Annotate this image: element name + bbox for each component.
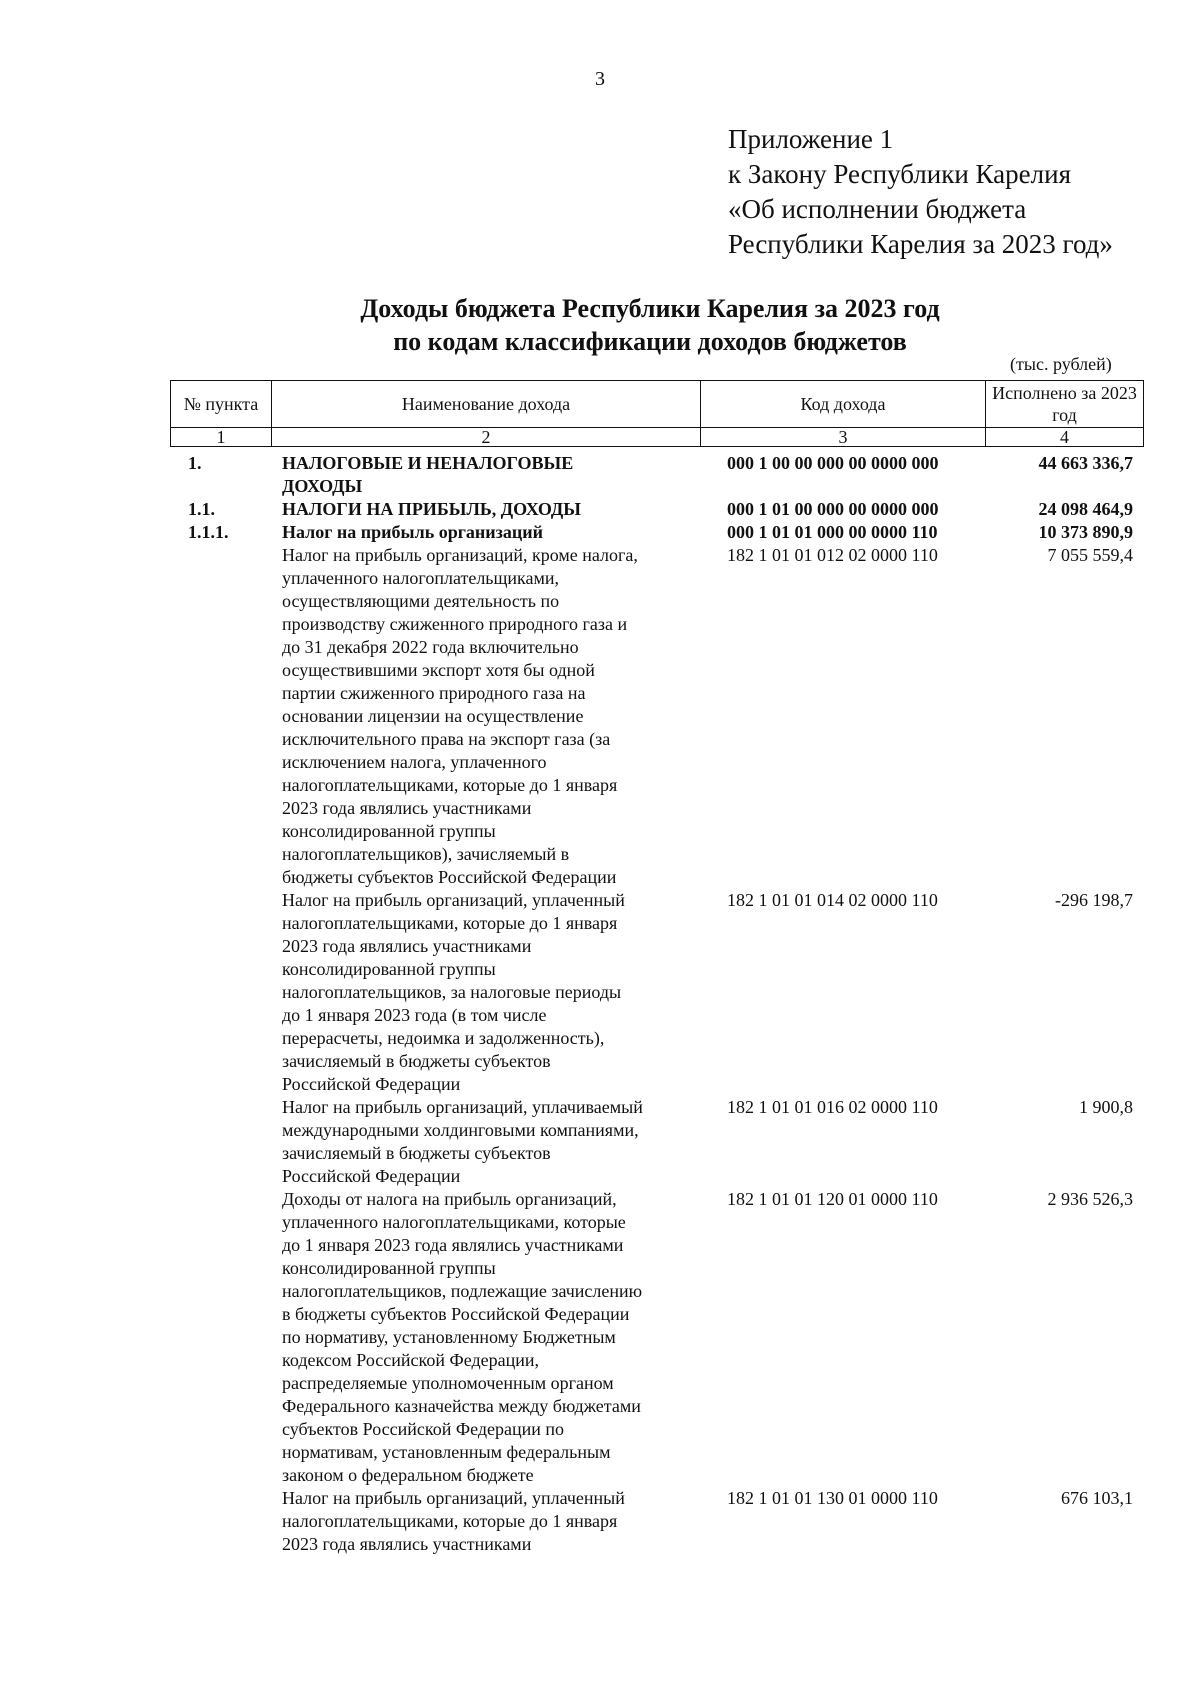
- income-name-line: налогоплательщиков), зачисляемый в: [282, 844, 570, 864]
- income-name-line: уплаченного налогоплательщиками,: [282, 568, 559, 588]
- executed-amount: 44 663 336,7: [1038, 453, 1133, 473]
- table-header: [170, 380, 1144, 447]
- executed-amount: 676 103,1: [1061, 1488, 1133, 1508]
- income-name-line: Налог на прибыль организаций, уплачиваемый: [282, 1097, 643, 1117]
- income-name-line: законом о федеральном бюджете: [282, 1465, 534, 1485]
- income-name-line: Доходы от налога на прибыль организаций,: [282, 1189, 617, 1209]
- income-name-line: налогоплательщиками, которые до 1 января: [282, 913, 618, 933]
- table-body: [170, 452, 1143, 1556]
- row-number: [170, 1487, 271, 1556]
- table-row: [170, 521, 1143, 544]
- income-code: 182 1 01 01 016 02 0000 110: [727, 1097, 938, 1117]
- income-name-line: исключением налога, уплаченного: [282, 752, 547, 772]
- income-name-line: распределяемые уполномоченным органом: [282, 1373, 614, 1393]
- income-name-line: Налог на прибыль организаций, уплаченный: [282, 890, 625, 910]
- header-num: № пункта: [171, 381, 272, 428]
- income-name-line: Российской Федерации: [282, 1166, 461, 1186]
- income-name: [271, 544, 700, 889]
- income-name-line: налогоплательщиков, за налоговые периоды: [282, 982, 622, 1002]
- document-title: [0, 292, 1200, 358]
- income-name-line: консолидированной группы: [282, 959, 496, 979]
- income-name-line: налогоплательщиков, подлежащие зачислению: [282, 1281, 643, 1301]
- income-name-line: нормативам, установленным федеральным: [282, 1442, 611, 1462]
- income-name-line: 2023 года являлись участниками: [282, 1534, 532, 1554]
- table-row: [170, 498, 1143, 521]
- income-code: 182 1 01 01 012 02 0000 110: [727, 545, 938, 565]
- income-name-line: субъектов Российской Федерации по: [282, 1419, 565, 1439]
- income-code: 000 1 00 00 000 00 0000 000: [727, 453, 939, 473]
- units-note: (тыс. рублей): [1010, 354, 1112, 374]
- income-name-line: Налог на прибыль организаций, уплаченный: [282, 1488, 625, 1508]
- income-name-line: осуществляющими деятельность по: [282, 591, 560, 611]
- income-name-line: уплаченного налогоплательщиками, которые: [282, 1212, 626, 1232]
- appendix-note: [728, 122, 1113, 262]
- income-name-line: НАЛОГИ НА ПРИБЫЛЬ, ДОХОДЫ: [282, 499, 581, 519]
- income-name-line: Федерального казначейства между бюджетами: [282, 1396, 641, 1416]
- income-code: 182 1 01 01 120 01 0000 110: [727, 1189, 938, 1209]
- table-row: [170, 544, 1143, 889]
- income-name-line: перерасчеты, недоимка и задолженность),: [282, 1028, 605, 1048]
- income-name-line: НАЛОГОВЫЕ И НЕНАЛОГОВЫЕ: [282, 453, 574, 473]
- executed-amount: -296 198,7: [1055, 890, 1133, 910]
- row-number: 1.1.1.: [188, 522, 229, 542]
- column-number: 3: [701, 428, 986, 447]
- income-name-line: зачисляемый в бюджеты субъектов: [282, 1051, 551, 1071]
- table-row: [170, 452, 1143, 498]
- income-name-line: консолидированной группы: [282, 1258, 496, 1278]
- row-number: 1.: [188, 453, 202, 473]
- income-code: 182 1 01 01 130 01 0000 110: [727, 1488, 938, 1508]
- executed-amount: 10 373 890,9: [1038, 522, 1133, 542]
- income-name: [271, 1188, 700, 1487]
- title-line: Доходы бюджета Республики Карелия за 2023 год: [360, 294, 940, 323]
- executed-amount: 1 900,8: [1079, 1097, 1133, 1117]
- income-name-line: консолидированной группы: [282, 821, 496, 841]
- income-name-line: Российской Федерации: [282, 1074, 461, 1094]
- income-name: [271, 498, 700, 521]
- income-name-line: осуществившими экспорт хотя бы одной: [282, 660, 595, 680]
- income-name-line: Налог на прибыль организаций, кроме налога,: [282, 545, 638, 565]
- income-name-line: налогоплательщиками, которые до 1 января: [282, 775, 618, 795]
- income-name-line: до 1 января 2023 года являлись участниками: [282, 1235, 624, 1255]
- row-number: 1.1.: [188, 499, 215, 519]
- income-name: [271, 1096, 700, 1188]
- column-number: 1: [171, 428, 272, 447]
- income-name-line: ДОХОДЫ: [282, 476, 363, 496]
- table-row: [170, 1096, 1143, 1188]
- appendix-line: Республики Карелия за 2023 год»: [728, 229, 1113, 259]
- table-row: [170, 1487, 1143, 1556]
- executed-amount: 2 936 526,3: [1047, 1189, 1133, 1209]
- income-name-line: партии сжиженного природного газа на: [282, 683, 586, 703]
- income-code: 000 1 01 00 000 00 0000 000: [727, 499, 939, 519]
- income-name-line: по нормативу, установленному Бюджетным: [282, 1327, 616, 1347]
- row-number: [170, 1096, 271, 1188]
- executed-amount: 7 055 559,4: [1047, 545, 1133, 565]
- income-name-line: 2023 года являлись участниками: [282, 936, 532, 956]
- income-name-line: кодексом Российской Федерации,: [282, 1350, 540, 1370]
- income-code: 182 1 01 01 014 02 0000 110: [727, 890, 938, 910]
- column-number: 2: [272, 428, 701, 447]
- appendix-line: Приложение 1: [728, 124, 894, 154]
- income-name: [271, 1487, 700, 1556]
- income-name-line: исключительного права на экспорт газа (за: [282, 729, 611, 749]
- row-number: [170, 1188, 271, 1487]
- row-number: [170, 544, 271, 889]
- income-name-line: налогоплательщиками, которые до 1 января: [282, 1511, 618, 1531]
- table-row: [170, 1188, 1143, 1487]
- header-value: Исполнено за 2023 год: [986, 381, 1144, 428]
- page-number: 3: [595, 68, 605, 90]
- header-code: Код дохода: [701, 381, 986, 428]
- income-name: [271, 452, 700, 498]
- income-name-line: производству сжиженного природного газа и: [282, 614, 628, 634]
- appendix-line: «Об исполнении бюджета: [728, 194, 1027, 224]
- column-number: 4: [986, 428, 1144, 447]
- income-name-line: 2023 года являлись участниками: [282, 798, 532, 818]
- income-name-line: Налог на прибыль организаций: [282, 522, 543, 542]
- title-line: по кодам классификации доходов бюджетов: [393, 327, 907, 356]
- income-name-line: в бюджеты субъектов Российской Федерации: [282, 1304, 630, 1324]
- income-name: [271, 521, 700, 544]
- income-name-line: бюджеты субъектов Российской Федерации: [282, 867, 617, 887]
- row-number: [170, 889, 271, 1096]
- income-name-line: до 1 января 2023 года (в том числе: [282, 1005, 547, 1025]
- income-name: [271, 889, 700, 1096]
- income-name-line: до 31 декабря 2022 года включительно: [282, 637, 579, 657]
- appendix-line: к Закону Республики Карелия: [728, 159, 1071, 189]
- executed-amount: 24 098 464,9: [1038, 499, 1133, 519]
- income-name-line: международными холдинговыми компаниями,: [282, 1120, 639, 1140]
- income-name-line: основании лицензии на осуществление: [282, 706, 584, 726]
- income-name-line: зачисляемый в бюджеты субъектов: [282, 1143, 551, 1163]
- table-row: [170, 889, 1143, 1096]
- header-name: Наименование дохода: [272, 381, 701, 428]
- income-code: 000 1 01 01 000 00 0000 110: [727, 522, 938, 542]
